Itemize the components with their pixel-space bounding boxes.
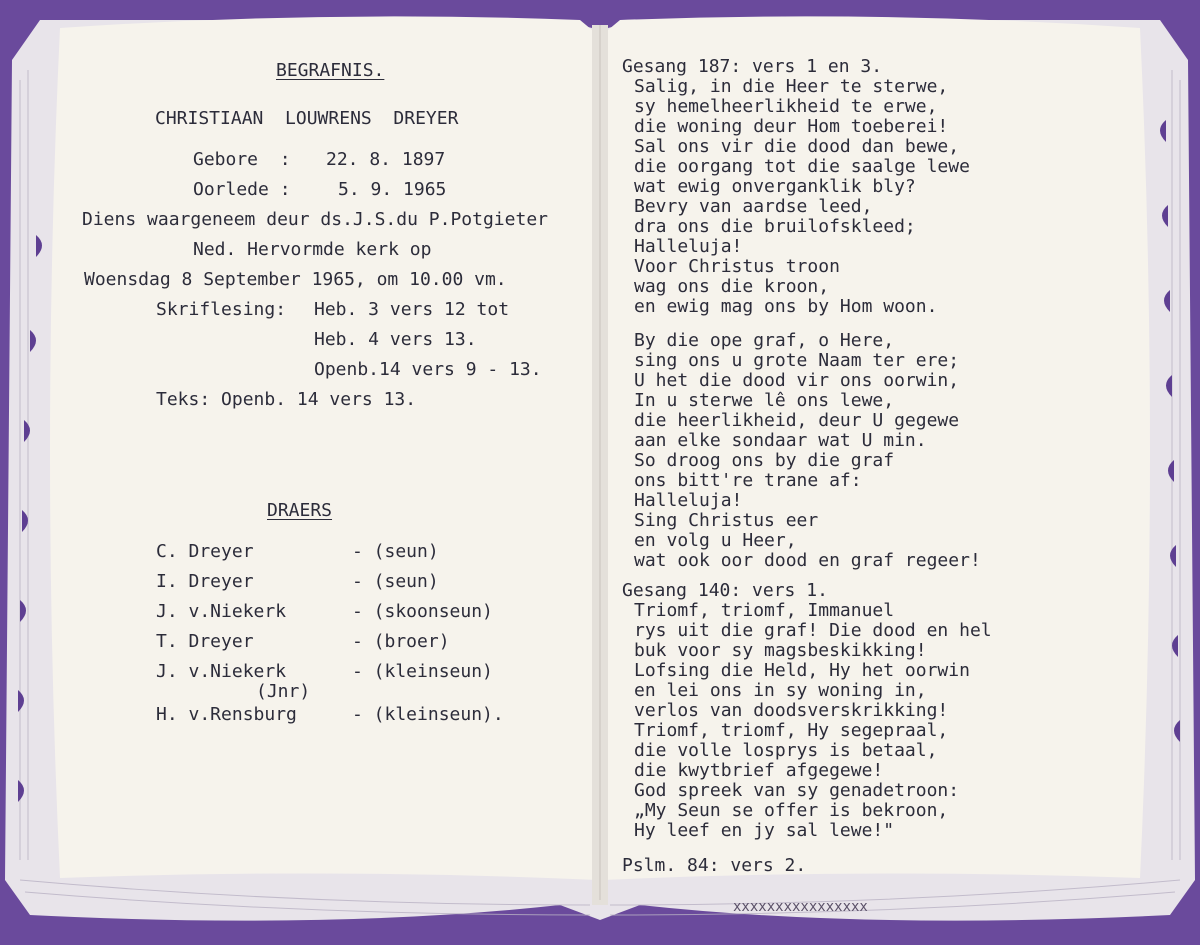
reading-2: Heb. 4 vers 13. <box>314 329 477 350</box>
born-label: Gebore : <box>193 149 291 170</box>
verse-line: sy hemelheerlikheid te erwe, <box>634 96 938 117</box>
verse-line: die oorgang tot die saalge lewe <box>634 156 970 177</box>
bearer-relation: - (kleinseun) <box>352 661 493 682</box>
verse-line: wat ook oor dood en graf regeer! <box>634 550 981 571</box>
psalm-line: Pslm. 84: vers 2. <box>622 855 807 876</box>
verse-line: dra ons die bruilofskleed; <box>634 216 916 237</box>
verse-line: buk voor sy magsbeskikking! <box>634 640 927 661</box>
bearer-name: H. v.Rensburg <box>156 704 297 725</box>
verse-line: die volle losprys is betaal, <box>634 740 938 761</box>
reading-3: Openb.14 vers 9 - 13. <box>314 359 542 380</box>
verse-line: U het die dood vir ons oorwin, <box>634 370 960 391</box>
page-title: BEGRAFNIS. <box>276 60 385 81</box>
bearer-suffix: (Jnr) <box>256 681 311 702</box>
verse-line: sing ons u grote Naam ter ere; <box>634 350 960 371</box>
bearer-relation: - (kleinseun). <box>352 704 504 725</box>
verse-line: Hy leef en jy sal lewe!" <box>634 820 895 841</box>
bearer-relation: - (seun) <box>352 571 439 592</box>
bearer-name: J. v.Niekerk <box>156 661 287 682</box>
bearer-name: I. Dreyer <box>156 571 254 592</box>
verse-line: Sal ons vir die dood dan bewe, <box>634 136 960 157</box>
verse-line: ons bitt're trane af: <box>634 470 862 491</box>
closing-mark: xxxxxxxxxxxxxxxx <box>733 899 868 915</box>
verse-line: „My Seun se offer is bekroon, <box>634 800 949 821</box>
verse-line: Lofsing die Held, Hy het oorwin <box>634 660 970 681</box>
reading-1: Heb. 3 vers 12 tot <box>314 299 510 320</box>
service-by: Diens waargeneem deur ds.J.S.du P.Potgieter <box>82 209 548 230</box>
verse-line: God spreek van sy genadetroon: <box>634 780 960 801</box>
sermon-text: Teks: Openb. 14 vers 13. <box>156 389 417 410</box>
verse-line: Halleluja! <box>634 236 743 257</box>
verse-line: rys uit die graf! Die dood en hel <box>634 620 992 641</box>
hymn-heading: Gesang 140: vers 1. <box>622 580 828 601</box>
bearer-relation: - (broer) <box>352 631 450 652</box>
service-date-time: Woensdag 8 September 1965, om 10.00 vm. <box>84 269 507 290</box>
verse-line: verlos van doodsverskrikking! <box>634 700 949 721</box>
verse-line: By die ope graf, o Here, <box>634 330 895 351</box>
born-date: 22. 8. 1897 <box>326 149 446 170</box>
verse-line: en ewig mag ons by Hom woon. <box>634 296 938 317</box>
verse-line: en lei ons in sy woning in, <box>634 680 927 701</box>
reading-label: Skriflesing: <box>156 299 287 320</box>
verse-line: wat ewig onverganklik bly? <box>634 176 916 197</box>
verse-line: Salig, in die Heer te sterwe, <box>634 76 949 97</box>
died-date: 5. 9. 1965 <box>338 179 447 200</box>
verse-line: die heerlikheid, deur U gegewe <box>634 410 960 431</box>
bearer-name: J. v.Niekerk <box>156 601 287 622</box>
verse-line: Triomf, triomf, Hy segepraal, <box>634 720 949 741</box>
bearer-relation: - (seun) <box>352 541 439 562</box>
verse-line: Bevry van aardse leed, <box>634 196 873 217</box>
verse-line: die woning deur Hom toeberei! <box>634 116 949 137</box>
verse-line: Voor Christus troon <box>634 256 840 277</box>
verse-line: wag ons die kroon, <box>634 276 830 297</box>
verse-line: In u sterwe lê ons lewe, <box>634 390 895 411</box>
hymn-heading: Gesang 187: vers 1 en 3. <box>622 56 883 77</box>
died-label: Oorlede : <box>193 179 291 200</box>
bearer-name: C. Dreyer <box>156 541 254 562</box>
bearer-relation: - (skoonseun) <box>352 601 493 622</box>
left-page <box>50 16 598 880</box>
church-line: Ned. Hervormde kerk op <box>193 239 432 260</box>
deceased-name: CHRISTIAAN LOUWRENS DREYER <box>155 108 459 129</box>
bearers-heading: DRAERS <box>267 500 333 521</box>
bearer-name: T. Dreyer <box>156 631 254 652</box>
verse-line: Sing Christus eer <box>634 510 819 531</box>
verse-line: aan elke sondaar wat U min. <box>634 430 927 451</box>
verse-line: So droog ons by die graf <box>634 450 895 471</box>
verse-line: Halleluja! <box>634 490 743 511</box>
verse-line: die kwytbrief afgegewe! <box>634 760 884 781</box>
verse-line: en volg u Heer, <box>634 530 797 551</box>
verse-line: Triomf, triomf, Immanuel <box>634 600 895 621</box>
